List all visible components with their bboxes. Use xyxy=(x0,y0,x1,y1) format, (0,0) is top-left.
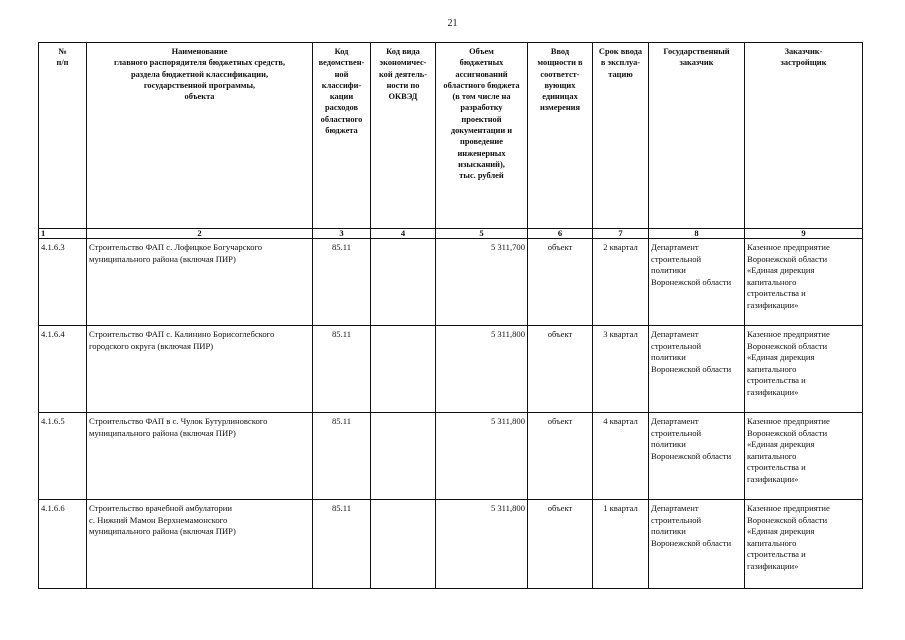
row-developer: Казенное предприятие Воронежской области «Единая дирекция капитального строительства и газификации» xyxy=(745,500,863,589)
row-customer: Департамент строительной политики Воронежской области xyxy=(649,239,745,326)
column-number: 5 xyxy=(436,229,528,239)
row-okved xyxy=(371,239,436,326)
column-number: 8 xyxy=(649,229,745,239)
table-row xyxy=(39,239,863,326)
row-customer: Департамент строительной политики Воронежской области xyxy=(649,413,745,500)
row-dept-code: 85.11 xyxy=(313,500,371,589)
header-dept-code: Код ведомствен- ной классифи- кации расходов областного бюджета xyxy=(318,47,365,136)
row-capacity: объект xyxy=(528,326,593,413)
row-id: 4.1.6.6 xyxy=(39,500,87,589)
header-term: Срок ввода в эксплуа- тацию xyxy=(598,47,643,79)
column-number: 9 xyxy=(745,229,863,239)
row-name: Строительство ФАП в с. Чулок Бутурлиновского муниципального района (включая ПИР) xyxy=(87,413,313,500)
row-term: 4 квартал xyxy=(593,413,649,500)
column-number-row xyxy=(39,229,863,239)
header-capacity: Ввод мощности в соответст- вующих единицах измерения xyxy=(537,47,583,113)
header-name: Наименование главного распорядителя бюджетных средств, раздела бюджетной классификации, государственной программы, объекта xyxy=(113,47,286,102)
column-number: 2 xyxy=(87,229,313,239)
row-developer: Казенное предприятие Воронежской области «Единая дирекция капитального строительства и газификации» xyxy=(745,239,863,326)
row-customer: Департамент строительной политики Воронежской области xyxy=(649,500,745,589)
column-number: 3 xyxy=(313,229,371,239)
header-cell xyxy=(87,43,313,229)
row-dept-code: 85.11 xyxy=(313,239,371,326)
row-name: Строительство ФАП с. Калинино Борисоглебского городского округа (включая ПИР) xyxy=(87,326,313,413)
table-row xyxy=(39,413,863,500)
row-capacity: объект xyxy=(528,413,593,500)
row-amount: 5 311,800 xyxy=(436,326,528,413)
column-number: 6 xyxy=(528,229,593,239)
header-cell xyxy=(745,43,863,229)
column-number: 7 xyxy=(593,229,649,239)
row-developer: Казенное предприятие Воронежской области «Единая дирекция капитального строительства и газификации» xyxy=(745,413,863,500)
header-row xyxy=(39,43,863,229)
header-cell xyxy=(39,43,87,229)
budget-table xyxy=(38,42,863,589)
row-id: 4.1.6.3 xyxy=(39,239,87,326)
header-cell xyxy=(649,43,745,229)
row-dept-code: 85.11 xyxy=(313,326,371,413)
row-name: Строительство ФАП с. Лофицкое Богучарского муниципального района (включая ПИР) xyxy=(87,239,313,326)
row-amount: 5 311,800 xyxy=(436,500,528,589)
row-term: 2 квартал xyxy=(593,239,649,326)
table-row xyxy=(39,500,863,589)
page-number: 21 xyxy=(447,18,458,29)
header-cell xyxy=(436,43,528,229)
header-customer: Государственный заказчик xyxy=(663,47,730,68)
row-okved xyxy=(371,326,436,413)
header-cell xyxy=(593,43,649,229)
row-dept-code: 85.11 xyxy=(313,413,371,500)
row-term: 3 квартал xyxy=(593,326,649,413)
header-cell xyxy=(313,43,371,229)
header-cell xyxy=(371,43,436,229)
header-developer: Заказчик- застройщик xyxy=(780,47,827,68)
row-amount: 5 311,800 xyxy=(436,413,528,500)
row-customer: Департамент строительной политики Воронежской области xyxy=(649,326,745,413)
column-number: 1 xyxy=(39,229,87,239)
header-number: № п/п xyxy=(56,47,69,68)
header-cell xyxy=(528,43,593,229)
row-name: Строительство врачебной амбулатории с. Нижний Мамон Верхнемамонского муниципального района (включая ПИР) xyxy=(87,500,313,589)
row-developer: Казенное предприятие Воронежской области «Единая дирекция капитального строительства и газификации» xyxy=(745,326,863,413)
row-id: 4.1.6.4 xyxy=(39,326,87,413)
header-amount: Объем бюджетных ассигнований областного бюджета (в том числе на разработку проектной документации и проведение инженерных изысканий), тыс. рублей xyxy=(443,47,520,181)
column-number: 4 xyxy=(371,229,436,239)
row-okved xyxy=(371,413,436,500)
row-id: 4.1.6.5 xyxy=(39,413,87,500)
row-okved xyxy=(371,500,436,589)
row-capacity: объект xyxy=(528,239,593,326)
table-row xyxy=(39,326,863,413)
row-amount: 5 311,700 xyxy=(436,239,528,326)
row-capacity: объект xyxy=(528,500,593,589)
header-okved: Код вида экономичес- кой деятель- ности по ОКВЭД xyxy=(378,47,428,102)
row-term: 1 квартал xyxy=(593,500,649,589)
